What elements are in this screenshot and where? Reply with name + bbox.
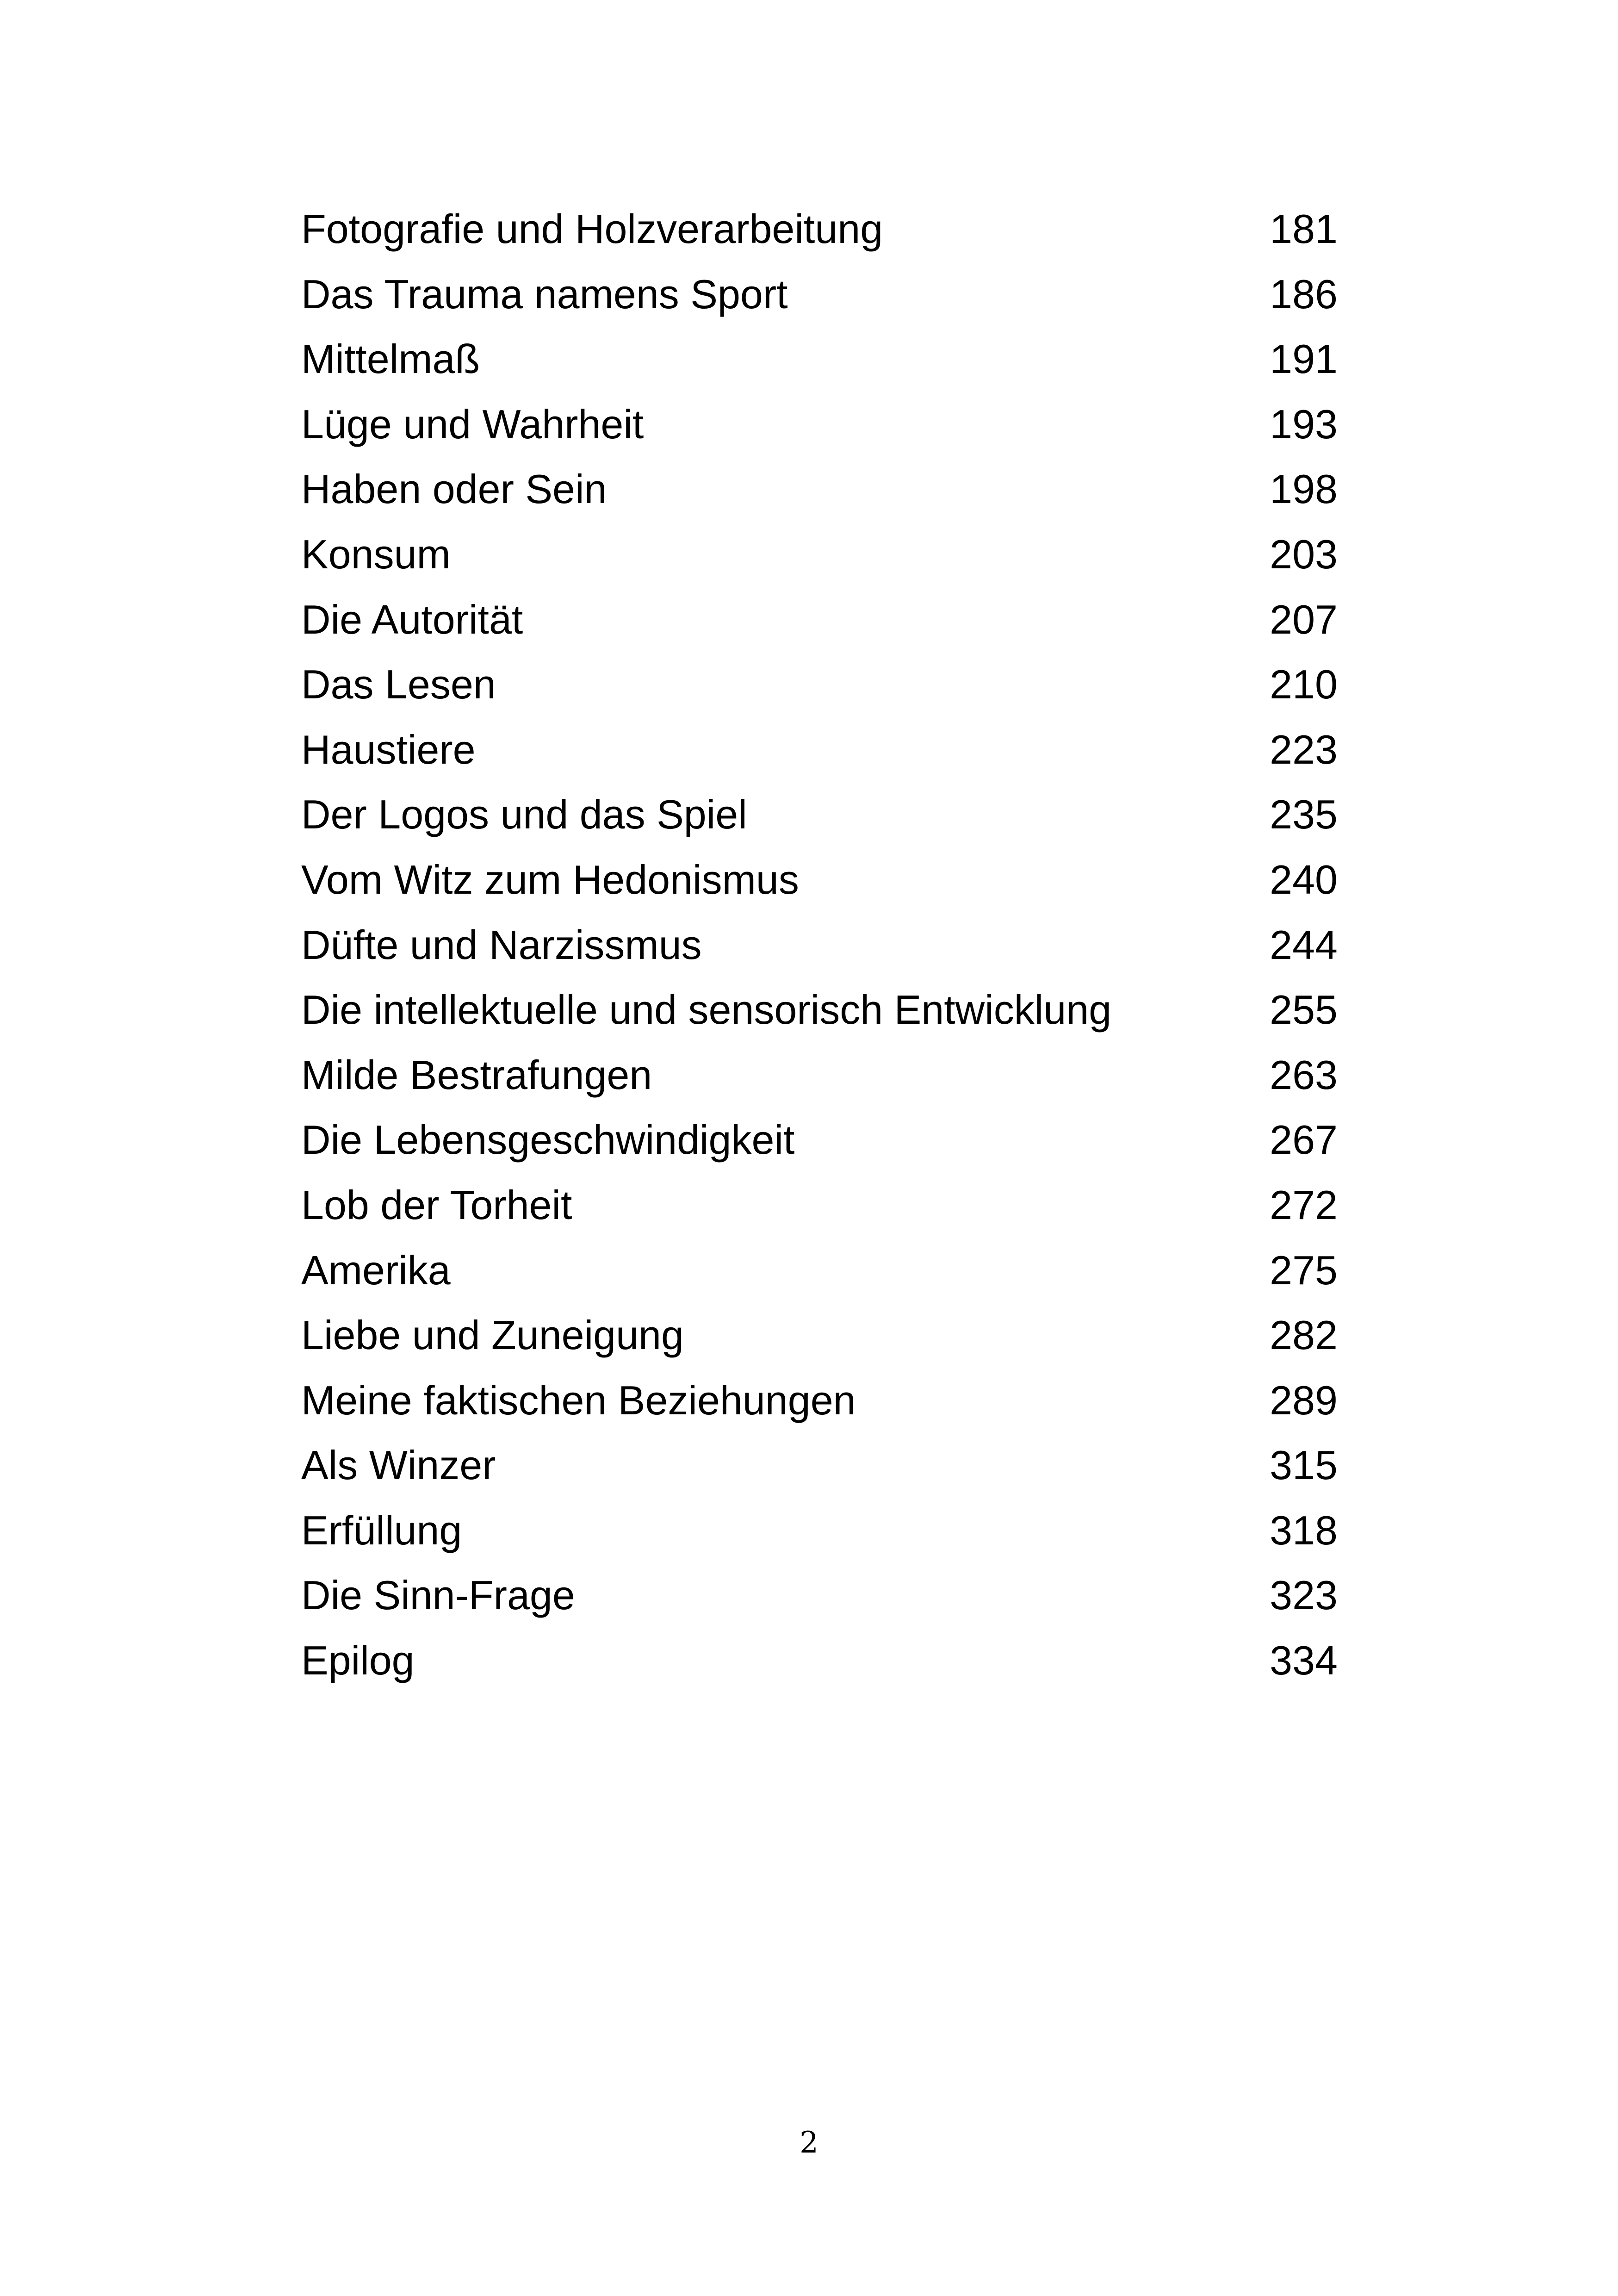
toc-entry xyxy=(301,1563,1338,1628)
toc-entry xyxy=(301,717,1338,783)
table-of-contents xyxy=(301,197,1338,1693)
toc-entry-title: Die Sinn-Frage xyxy=(301,1572,575,1618)
toc-entry-title: Vom Witz zum Hedonismus xyxy=(301,856,799,902)
toc-entry xyxy=(301,1173,1338,1238)
toc-entry-title: Mittelmaß xyxy=(301,336,480,382)
toc-entry-page: 198 xyxy=(1270,466,1338,512)
toc-entry xyxy=(301,392,1338,457)
toc-entry-page: 275 xyxy=(1270,1247,1338,1293)
toc-entry-page: 240 xyxy=(1270,856,1338,902)
toc-entry-title: Als Winzer xyxy=(301,1442,496,1488)
toc-entry-title: Das Trauma namens Sport xyxy=(301,271,788,317)
toc-entry xyxy=(301,522,1338,587)
toc-entry xyxy=(301,913,1338,978)
toc-entry-page: 318 xyxy=(1270,1507,1338,1553)
toc-entry xyxy=(301,1303,1338,1368)
toc-entry-page: 193 xyxy=(1270,401,1338,447)
toc-entry-title: Lob der Torheit xyxy=(301,1182,572,1228)
toc-entry xyxy=(301,977,1338,1043)
toc-entry-title: Lüge und Wahrheit xyxy=(301,401,644,447)
toc-entry xyxy=(301,197,1338,262)
toc-entry-title: Milde Bestrafungen xyxy=(301,1052,652,1098)
toc-entry-page: 267 xyxy=(1270,1117,1338,1163)
toc-entry-page: 323 xyxy=(1270,1572,1338,1618)
toc-entry-title: Konsum xyxy=(301,531,451,577)
toc-entry-title: Haben oder Sein xyxy=(301,466,607,512)
toc-entry xyxy=(301,1368,1338,1433)
toc-entry-page: 191 xyxy=(1270,336,1338,382)
toc-entry-page: 235 xyxy=(1270,791,1338,838)
toc-entry-title: Meine faktischen Beziehungen xyxy=(301,1377,856,1423)
page-number: 2 xyxy=(800,2126,818,2160)
toc-entry-title: Liebe und Zuneigung xyxy=(301,1312,684,1358)
toc-entry-page: 272 xyxy=(1270,1182,1338,1228)
toc-entry-page: 255 xyxy=(1270,987,1338,1033)
toc-entry-page: 210 xyxy=(1270,661,1338,708)
toc-entry xyxy=(301,1108,1338,1173)
toc-entry-page: 207 xyxy=(1270,596,1338,642)
toc-entry xyxy=(301,782,1338,847)
toc-entry-title: Der Logos und das Spiel xyxy=(301,791,747,838)
toc-entry-page: 289 xyxy=(1270,1377,1338,1423)
toc-entry-page: 223 xyxy=(1270,726,1338,772)
toc-entry-page: 282 xyxy=(1270,1312,1338,1358)
toc-entry xyxy=(301,1433,1338,1498)
toc-entry-title: Düfte und Narzissmus xyxy=(301,921,702,968)
toc-entry-page: 203 xyxy=(1270,531,1338,577)
toc-entry-title: Die Autorität xyxy=(301,596,523,642)
toc-entry-title: Haustiere xyxy=(301,726,476,772)
toc-entry-page: 263 xyxy=(1270,1052,1338,1098)
toc-entry xyxy=(301,1628,1338,1693)
toc-entry xyxy=(301,457,1338,522)
toc-entry xyxy=(301,1043,1338,1108)
toc-entry xyxy=(301,1238,1338,1303)
toc-entry xyxy=(301,587,1338,653)
toc-entry-page: 244 xyxy=(1270,921,1338,968)
toc-entry-title: Erfüllung xyxy=(301,1507,462,1553)
toc-entry-page: 334 xyxy=(1270,1637,1338,1684)
toc-entry-page: 186 xyxy=(1270,271,1338,317)
toc-entry-page: 181 xyxy=(1270,206,1338,252)
toc-entry xyxy=(301,652,1338,717)
toc-entry-title: Amerika xyxy=(301,1247,451,1293)
toc-entry-title: Die Lebensgeschwindigkeit xyxy=(301,1117,795,1163)
toc-entry xyxy=(301,262,1338,327)
toc-entry-title: Die intellektuelle und sensorisch Entwicklung xyxy=(301,987,1112,1033)
toc-entry-title: Das Lesen xyxy=(301,661,496,708)
toc-entry-title: Epilog xyxy=(301,1637,415,1684)
toc-entry xyxy=(301,1498,1338,1563)
toc-entry xyxy=(301,847,1338,913)
toc-entry xyxy=(301,327,1338,392)
toc-entry-title: Fotografie und Holzverarbeitung xyxy=(301,206,883,252)
toc-entry-page: 315 xyxy=(1270,1442,1338,1488)
